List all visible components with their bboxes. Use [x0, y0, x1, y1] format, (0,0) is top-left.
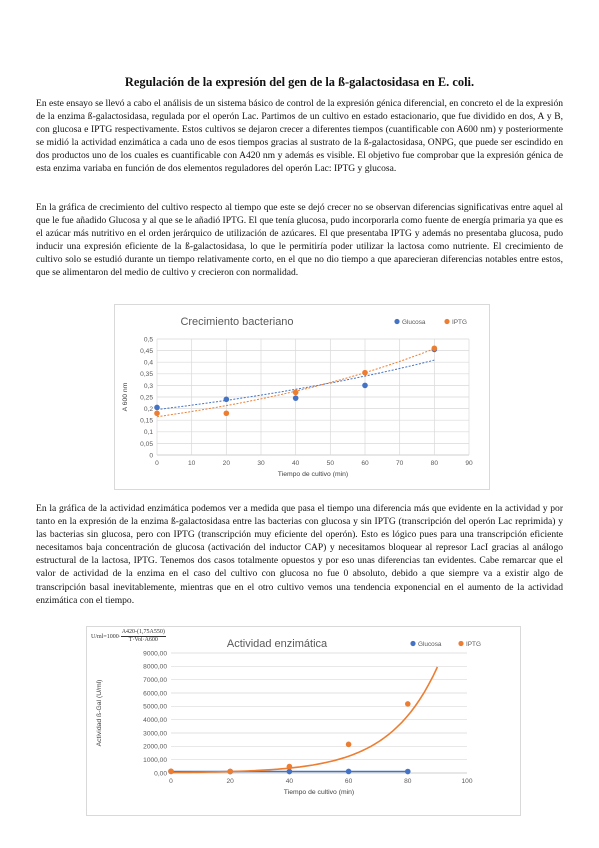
activity-formula [91, 629, 166, 644]
data-point-iptg [293, 390, 299, 396]
x-tick-label: 40 [291, 460, 300, 467]
data-point-iptg [432, 345, 438, 351]
x-tick-label: 60 [344, 778, 353, 785]
x-tick-label: 60 [361, 460, 369, 467]
activity-chart [86, 626, 521, 816]
data-point-glucosa [405, 769, 411, 775]
y-tick-label: 0,3 [143, 382, 153, 390]
legend-label-glucosa: Glucosa [418, 641, 442, 648]
data-point-iptg [227, 769, 233, 775]
data-point-iptg [287, 764, 293, 770]
x-tick-label: 50 [326, 460, 335, 467]
y-tick-label: 0,4 [143, 359, 153, 367]
paragraph-activity: En la gráfica de la actividad enzimática podemos ver a medida que pasa el tiempo una diferencia más que evidente en la actividad y por tanto en la expresión de la enzima ß-galactosidasa entre las bacterias con glucosa y sin IPTG (transcripción del operón Lac reprimida) y las bacterias sin glucosa, pero con IPTG (transcripción muy eficiente del operón). Esto es lógico pues para una transcripción eficiente necesitamos baja concentración de glucosa (activación del inductor CAP) y necesitamos bloquear al represor LacI gracias al análogo estructural de la lactosa, IPTG. Tenemos dos casos totalmente opuestos y por eso unas diferencias tan evidentes. Cabe remarcar que el valor de actividad de la enzima en el caso del cultivo con glucosa no fue 0 absoluto, debido a que siempre va a existir algo de transcripción basal inevitablemente, mientras que en el otro cultivo vemos una tendencia exponencial en el aumento de la actividad enzimática con el tiempo. [36, 503, 563, 606]
y-tick-label: 0,15 [140, 417, 153, 425]
data-point-glucosa [362, 383, 368, 389]
growth-chart [114, 304, 490, 490]
x-tick-label: 0 [155, 460, 159, 467]
formula-numerator: A420-(1,75A550) [121, 629, 165, 635]
y-tick-label: 9000,00 [143, 650, 167, 658]
x-axis-label: Tiempo de cultivo (min) [277, 471, 349, 478]
x-tick-label: 40 [285, 778, 294, 785]
data-point-glucosa [154, 405, 160, 411]
x-tick-label: 100 [461, 778, 473, 785]
data-point-glucosa [224, 397, 230, 403]
x-tick-label: 80 [430, 460, 439, 467]
y-tick-label: 0,1 [143, 429, 153, 437]
y-tick-label: 8000,00 [143, 663, 167, 671]
y-tick-label: 0,25 [140, 394, 153, 402]
y-tick-label: 1000,00 [143, 757, 167, 765]
x-tick-label: 30 [257, 460, 265, 467]
chart-title: Crecimiento bacteriano [180, 316, 294, 328]
y-tick-label: 4000,00 [143, 717, 167, 725]
document-title: Regulación de la expresión del gen de la ß-galactosidasa en E. coli. [124, 75, 475, 89]
paragraph-growth: En la gráfica de crecimiento del cultivo respecto al tiempo que este se dejó crecer no se observan diferencias significativas entre aquel al que le fue añadido Glucosa y al que se le añadió IPTG. El que tenía glucosa, pudo incorporarla como fuente de energía primaria ya que es el azúcar más nutritivo en el orden jerárquico de utilización de azúcares. El que presentaba IPTG y además no presentaba glucosa, pudo inducir una expresión eficiente de la ß-galactosidasa, lo que le permitiría poder utilizar la lactosa como nutriente. El crecimiento de cultivo solo se estudió durante un tiempo relativamente corto, en el que no dio tiempo a que aparecieran diferencias notables entre estos, que se alimentaron del medio de cultivo y crecieron con normalidad. [36, 202, 563, 279]
legend-label-iptg: IPTG [466, 641, 481, 648]
y-tick-label: 0,00 [154, 770, 167, 778]
data-point-glucosa [293, 395, 299, 401]
legend-marker-iptg [444, 319, 449, 324]
x-tick-label: 20 [226, 778, 234, 785]
y-tick-label: 5000,00 [143, 703, 167, 711]
x-tick-label: 80 [404, 778, 412, 785]
data-point-iptg [405, 701, 411, 707]
legend-marker-iptg [458, 641, 463, 646]
x-tick-label: 70 [395, 460, 404, 467]
activity-chart-svg [87, 627, 520, 815]
data-point-iptg [346, 742, 352, 748]
data-point-iptg [168, 768, 174, 774]
y-tick-label: 0 [149, 452, 153, 460]
y-tick-label: 2000,00 [143, 743, 167, 751]
paragraph-intro: En este ensayo se llevó a cabo el análisis de un sistema básico de control de la expresión génica diferencial, en concreto el de la expresión de la enzima ß-galactosidasa, regulada por el operón Lac. Partimos de un cultivo en estado estacionario, que fue dividido en dos, A y B, con glucosa e IPTG respectivamente. Estos cultivos se dejaron crecer a diferentes tiempos (cuantificable con A600 nm) y posteriormente se midió la actividad enzimática a cada uno de esos tiempos gracias al sustrato de la ß-galactosidasa, ONPG, que puede ser escindido en dos productos uno de los cuales es cuantificable con A420 nm y además es visible. El objetivo fue comprobar que la expresión génica de esta enzima variaba en función de dos elementos reguladores del operón Lac: IPTG y glucosa. [36, 98, 563, 175]
growth-chart-svg [115, 305, 489, 489]
y-tick-label: 0,05 [140, 440, 153, 448]
y-tick-label: 3000,00 [143, 730, 167, 738]
y-axis-label: Actividad ß-Gal (U/ml) [96, 679, 103, 747]
y-tick-label: 6000,00 [143, 690, 167, 698]
data-point-iptg [224, 410, 230, 416]
formula-lhs: U/ml=1000· [91, 633, 121, 640]
y-tick-label: 7000,00 [143, 677, 167, 685]
y-tick-label: 0,45 [140, 348, 153, 355]
data-point-iptg [362, 370, 368, 376]
chart-title: Actividad enzimática [226, 638, 328, 650]
legend-marker-glucosa [394, 319, 399, 324]
legend-label-iptg: IPTG [452, 319, 467, 326]
data-point-glucosa [346, 769, 352, 775]
x-tick-label: 10 [187, 460, 196, 467]
data-point-glucosa [287, 769, 293, 775]
formula-denominator: T·Vol·A600 [128, 637, 158, 643]
legend-marker-glucosa [410, 641, 415, 646]
legend-label-glucosa: Glucosa [402, 319, 426, 326]
x-axis-label: Tiempo de cultivo (min) [283, 789, 355, 796]
y-tick-label: 0,5 [143, 336, 153, 344]
y-axis-label: A 600 nm [122, 382, 129, 412]
formula-fraction [121, 629, 166, 644]
y-tick-label: 0,2 [143, 406, 153, 413]
data-point-iptg [154, 410, 160, 416]
y-tick-label: 0,35 [140, 371, 153, 379]
x-tick-label: 90 [465, 460, 473, 467]
x-tick-label: 20 [222, 460, 231, 467]
x-tick-label: 0 [169, 778, 173, 785]
